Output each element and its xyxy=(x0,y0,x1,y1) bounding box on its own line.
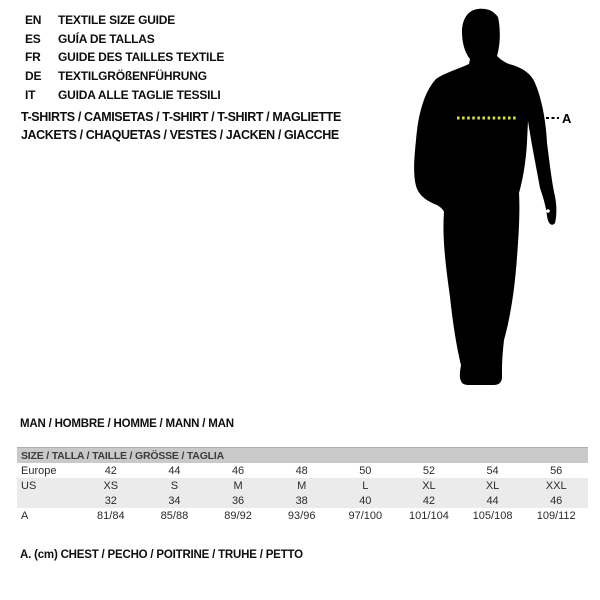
language-label: TEXTILGRÖßENFÜHRUNG xyxy=(58,69,207,84)
table-row-europe xyxy=(17,463,588,478)
table-cell: 85/88 xyxy=(160,510,189,522)
row-label: A xyxy=(21,510,29,522)
language-row-en xyxy=(25,11,224,30)
language-code: ES xyxy=(25,31,41,46)
language-row-fr xyxy=(25,48,224,67)
size-table xyxy=(17,447,588,524)
language-label: TEXTILE SIZE GUIDE xyxy=(58,13,176,28)
category-heading xyxy=(21,108,341,144)
table-cell: 54 xyxy=(486,464,499,477)
language-code: FR xyxy=(25,50,41,65)
size-table-header xyxy=(17,447,588,463)
table-cell: 38 xyxy=(295,494,308,507)
language-code: EN xyxy=(25,13,42,28)
table-cell: 81/84 xyxy=(97,510,125,522)
table-cell: 105/108 xyxy=(472,510,513,522)
table-cell: 36 xyxy=(231,494,245,507)
table-cell: XXL xyxy=(545,479,567,492)
table-cell: 32 xyxy=(104,494,117,507)
table-cell: 44 xyxy=(168,464,181,477)
table-row-chest-a xyxy=(17,508,588,524)
language-label: GUÍA DE TALLAS xyxy=(58,31,155,46)
language-row-de xyxy=(25,67,224,86)
table-cell: 44 xyxy=(486,494,499,507)
table-row-numeric xyxy=(17,493,588,508)
language-row-it xyxy=(25,85,224,104)
table-cell: XL xyxy=(422,479,436,492)
table-row-us xyxy=(17,478,588,493)
footnote-chest: A. (cm) CHEST / PECHO / POITRINE / TRUHE / PETTO xyxy=(20,549,303,561)
table-cell: 40 xyxy=(359,494,372,507)
man-silhouette xyxy=(414,9,556,385)
table-cell: 56 xyxy=(550,464,563,477)
language-label: GUIDE DES TAILLES TEXTILE xyxy=(58,50,225,65)
row-label: US xyxy=(21,479,37,492)
thumb-notch xyxy=(546,209,550,213)
table-cell: 46 xyxy=(550,494,563,507)
language-code: IT xyxy=(25,87,36,102)
language-row-es xyxy=(25,30,224,49)
table-cell: M xyxy=(297,479,307,492)
table-cell: 50 xyxy=(359,464,372,477)
table-cell: 34 xyxy=(168,494,181,507)
category-line-tshirts: T-SHIRTS / CAMISETAS / T-SHIRT / T-SHIRT / MAGLIETTE xyxy=(21,110,341,124)
table-cell: 109/112 xyxy=(536,510,576,522)
man-silhouette-figure xyxy=(400,0,600,400)
size-table-header-label: SIZE / TALLA / TAILLE / GRÖSSE / TAGLIA xyxy=(21,449,224,462)
row-label: Europe xyxy=(21,464,57,477)
table-cell: 42 xyxy=(422,494,436,507)
language-list xyxy=(25,11,224,104)
table-cell: L xyxy=(362,479,369,492)
section-title-man: MAN / HOMBRE / HOMME / MANN / MAN xyxy=(20,418,234,430)
table-cell: 89/92 xyxy=(224,510,252,522)
table-cell: 48 xyxy=(295,464,308,477)
language-label: GUIDA ALLE TAGLIE TESSILI xyxy=(58,87,221,102)
language-code: DE xyxy=(25,69,42,84)
table-cell: XL xyxy=(485,479,500,492)
table-cell: 52 xyxy=(422,464,436,477)
table-cell: 93/96 xyxy=(287,510,316,522)
table-cell: 42 xyxy=(104,464,117,477)
table-cell: 46 xyxy=(231,464,245,477)
table-cell: S xyxy=(170,479,179,492)
table-cell: 97/100 xyxy=(348,510,383,522)
table-cell: M xyxy=(233,479,243,492)
table-cell: 101/104 xyxy=(409,510,449,522)
category-line-jackets: JACKETS / CHAQUETAS / VESTES / JACKEN / GIACCHE xyxy=(21,128,339,142)
measure-label-a: A xyxy=(562,111,572,126)
table-cell: XS xyxy=(103,479,119,492)
